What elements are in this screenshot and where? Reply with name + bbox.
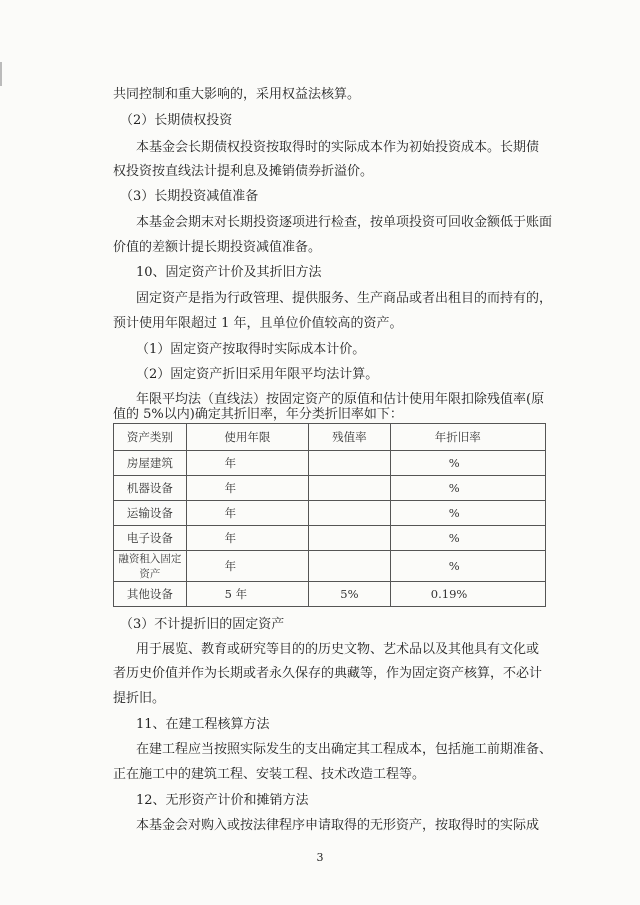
section-heading: 12、无形资产计价和摊销方法 <box>136 793 309 808</box>
text-line: 值的 5%以内)确定其折旧率，年分类折旧率如下： <box>113 407 403 422</box>
cell-rate: % <box>390 551 545 582</box>
cell-life: 年 <box>186 551 308 582</box>
cell-rate: % <box>390 526 545 551</box>
depreciation-table <box>113 423 546 607</box>
text-line: （1）固定资产按取得时实际成本计价。 <box>136 342 366 357</box>
cell-life: 年 <box>186 451 308 476</box>
cell-rate: % <box>390 476 545 501</box>
text-line: 提折旧。 <box>113 691 166 706</box>
cell-residual <box>309 526 391 551</box>
table-row <box>114 451 546 476</box>
cell-category: 运输设备 <box>114 501 187 526</box>
text-line: 正在施工中的建筑工程、安装工程、技术改造工程等。 <box>113 767 426 782</box>
cell-residual <box>309 501 391 526</box>
page-number: 3 <box>316 851 324 864</box>
header-useful-life: 使用年限 <box>186 424 308 451</box>
table-row <box>114 551 546 582</box>
section-heading: 11、在建工程核算方法 <box>136 717 270 732</box>
table-row <box>114 476 546 501</box>
text-line: 共同控制和重大影响的，采用权益法核算。 <box>113 87 361 102</box>
text-line: 在建工程应当按照实际发生的支出确定其工程成本，包括施工前期准备、 <box>136 742 553 757</box>
table-header-row <box>114 424 546 451</box>
cell-category: 房屋建筑 <box>114 451 187 476</box>
text-line: 本基金会对购入或按法律程序申请取得的无形资产，按取得时的实际成 <box>136 818 540 833</box>
cell-residual <box>309 451 391 476</box>
section-heading: 10、固定资产计价及其折旧方法 <box>136 265 322 280</box>
text-line: 权投资按直线法计提利息及摊销债券折溢价。 <box>113 164 374 179</box>
text-line: 用于展览、教育或研究等目的的历史文物、艺术品以及其他具有文化或 <box>136 642 540 657</box>
subheading: （2）长期债权投资 <box>120 113 233 128</box>
cell-rate: % <box>390 451 545 476</box>
text-line: 价值的差额计提长期投资减值准备。 <box>113 240 322 255</box>
cell-residual <box>309 551 391 582</box>
cell-residual <box>309 476 391 501</box>
cell-category: 融资租入固定资产 <box>114 551 187 582</box>
text-line: 本基金会长期债权投资按取得时的实际成本作为初始投资成本。长期债 <box>136 140 540 155</box>
cell-category: 电子设备 <box>114 526 187 551</box>
cell-rate: % <box>390 501 545 526</box>
text-line: 者历史价值并作为长期或者永久保存的典藏等，作为固定资产核算，不必计 <box>113 666 543 681</box>
cell-life: 年 <box>186 501 308 526</box>
cell-category: 其他设备 <box>114 582 187 607</box>
text-line: 年限平均法（直线法）按固定资产的原值和估计使用年限扣除残值率(原 <box>136 392 545 407</box>
table-row <box>114 501 546 526</box>
scan-edge-mark <box>0 62 10 86</box>
header-asset-category: 资产类别 <box>114 424 187 451</box>
text-line: 本基金会期末对长期投资逐项进行检查，按单项投资可回收金额低于账面 <box>136 215 553 230</box>
table-row <box>114 526 546 551</box>
table-row <box>114 582 546 607</box>
subheading: （3）长期投资减值准备 <box>120 189 259 204</box>
subheading: （3）不计提折旧的固定资产 <box>120 617 285 632</box>
text-line: 预计使用年限超过 1 年，且单位价值较高的资产。 <box>113 316 403 331</box>
cell-category: 机器设备 <box>114 476 187 501</box>
cell-life: 年 <box>186 526 308 551</box>
cell-life: 5 年 <box>186 582 308 607</box>
cell-residual: 5% <box>309 582 391 607</box>
text-line: 固定资产是指为行政管理、提供服务、生产商品或者出租目的而持有的， <box>136 291 553 306</box>
cell-life: 年 <box>186 476 308 501</box>
header-annual-rate: 年折旧率 <box>390 424 545 451</box>
text-line: （2）固定资产折旧采用年限平均法计算。 <box>136 367 379 382</box>
header-residual-rate: 残值率 <box>309 424 391 451</box>
cell-rate: 0.19% <box>390 582 545 607</box>
